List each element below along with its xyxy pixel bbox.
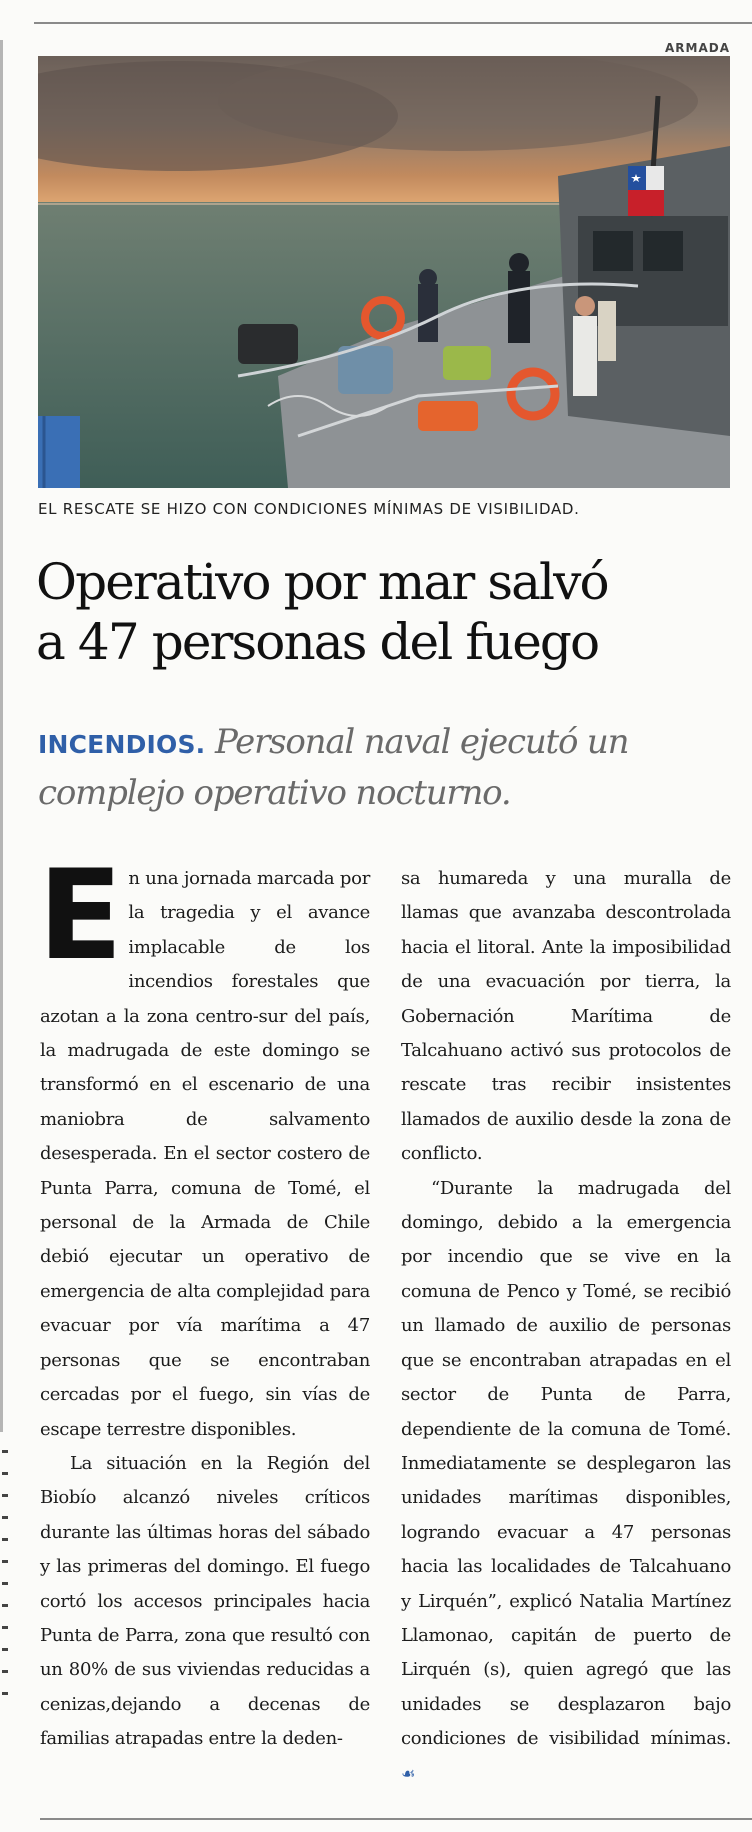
top-rule: [34, 22, 752, 24]
adjacent-column-fragment: [2, 1450, 8, 1710]
drop-cap: E: [38, 844, 123, 988]
paragraph-2-continued: [401, 862, 731, 1172]
photo-credit: ARMADA: [664, 41, 730, 55]
headline-line-2: a 47 personas del fuego: [36, 613, 599, 671]
section-kicker: INCENDIOS.: [38, 730, 206, 759]
end-mark-icon: ☙: [401, 1763, 416, 1783]
deck: [38, 718, 728, 817]
bottom-rule: [40, 1818, 752, 1820]
body-column-left: [38, 844, 370, 1757]
paragraph-2-text-part-1: La situación en la Región del Biobío alcanzó niveles críticos durante las últimas horas del sábado y las primeras del domingo. El fuego cortó los accesos principales hacia Punta de Parra, zona que resultó con un 80% de sus viviendas reducidas a cenizas,dejando a decenas de familias atrapadas entre la deden-: [40, 1452, 370, 1750]
headline: [36, 552, 736, 672]
paragraph-3-text: “Durante la madrugada del domingo, debido a la emergencia por incendio que se vive en la comuna de Penco y Tomé, se recibió un llamado de auxilio de personas que se encontraban atrapadas en el sector de Punta de Parra, dependiente de la comuna de Tomé. Inmediatamente se desplegaron las unidades marítimas disponibles, logrando evacuar a 47 personas hacia las localidades de Talcahuano y Lirquén”, explicó Natalia Martínez Llamonao, capitán de puerto de Lirquén (s), quien agregó que las unidades se desplazaron bajo condiciones de visibilidad mínimas.: [401, 1177, 731, 1750]
adjacent-column-rule: [0, 40, 3, 1432]
body-column-right: [401, 862, 731, 1791]
paragraph-1-text: n una jornada marcada por la tragedia y el avance implacable de los incendios forestales que azotan a la zona centro-sur del país, la madrugada de este domingo se transformó en el escenario de una maniobra de salvamento desesperada. En el sector costero de Punta Parra, comuna de Tomé, el personal de la Armada de Chile debió ejecutar un operativo de emergencia de alta complejidad para evacuar por vía marítima a 47 personas que se encontraban cercadas por el fuego, sin vías de escape terrestre disponibles.: [40, 868, 370, 1440]
headline-line-1: Operativo por mar salvó: [36, 553, 608, 611]
deck-text: Personal naval ejecutó un complejo operativo nocturno.: [38, 722, 629, 813]
photo-caption: EL RESCATE SE HIZO CON CONDICIONES MÍNIMAS DE VISIBILIDAD.: [38, 500, 580, 518]
paragraph-2-text-part-2: sa humareda y una muralla de llamas que avanzaba descontrolada hacia el litoral. Ante la imposibilidad de una evacuación por tierra, la Gobernación Marítima de Talcahuano activó sus protocolos de rescate tras recibir insistentes llamados de auxilio desde la zona de conflicto.: [401, 868, 731, 1165]
rescue-photo: [38, 56, 730, 488]
rescue-boat-image: [38, 56, 730, 488]
paragraph-3: [401, 1172, 731, 1791]
paragraph-2-start: [40, 1447, 370, 1757]
paragraph-1: [38, 844, 370, 1447]
